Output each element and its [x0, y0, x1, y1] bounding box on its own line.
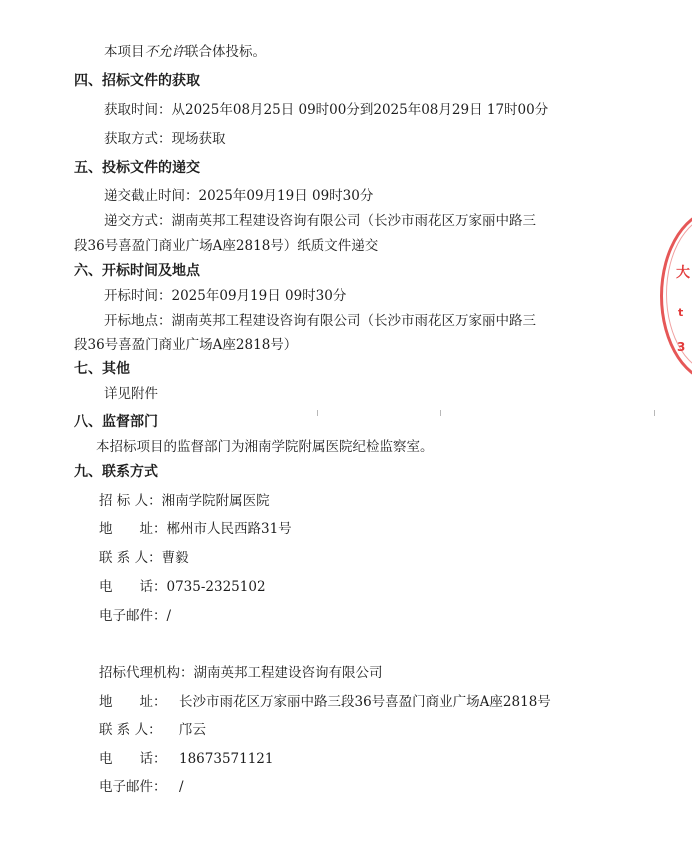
consortium-prefix: 本项目: [104, 44, 145, 60]
contact-label: 联 系 人：: [99, 722, 162, 738]
contact-label: 电 话：: [99, 751, 167, 767]
section-heading-9: 九、联系方式: [74, 464, 158, 480]
seal-character: t: [678, 306, 684, 319]
contact-label: 招标代理机构：: [99, 665, 194, 681]
consortium-emphasis: 不允许: [144, 44, 185, 60]
contact-value: 郴州市人民西路31号: [166, 521, 292, 537]
contact-label: 电子邮件：: [99, 779, 167, 795]
contact-value: 湘南学院附属医院: [161, 493, 270, 509]
consortium-line: [104, 43, 266, 61]
acquire-method: 获取方式：现场获取: [104, 131, 226, 147]
seal-character: 大: [676, 265, 690, 281]
section-heading-4: 四、招标文件的获取: [74, 73, 200, 89]
contact-label: 招 标 人：: [99, 493, 162, 509]
contact-value: 长沙市雨花区万家丽中路三段36号喜盈门商业广场A座2818号: [179, 694, 551, 710]
scan-mark: [654, 410, 655, 416]
opening-place-line1: 开标地点：湖南英邦工程建设咨询有限公司（长沙市雨花区万家丽中路三: [104, 313, 536, 329]
submit-method-line1: 递交方式：湖南英邦工程建设咨询有限公司（长沙市雨花区万家丽中路三: [104, 213, 536, 229]
contact-value: /: [166, 608, 172, 624]
contact-value: 0735-2325102: [166, 579, 266, 595]
consortium-suffix: 联合体投标。: [185, 44, 266, 60]
supervision-text: 本招标项目的监督部门为湘南学院附属医院纪检监察室。: [96, 439, 434, 455]
seal-character: 3: [677, 340, 686, 354]
section-heading-5: 五、投标文件的递交: [74, 160, 200, 176]
agency-email-row: [99, 778, 184, 796]
contact-label: 电 话：: [99, 579, 167, 595]
other-details: 详见附件: [104, 386, 158, 402]
agency-name-row: [99, 664, 383, 682]
tenderer-phone-row: [99, 578, 266, 596]
contact-value: 18673571121: [179, 751, 274, 767]
agency-address-row: [99, 693, 551, 711]
section-heading-8: 八、监督部门: [74, 414, 158, 430]
tenderer-name-row: [99, 492, 270, 510]
scan-mark: [440, 410, 441, 416]
scan-mark: [317, 410, 318, 416]
contact-label: 电子邮件：: [99, 608, 167, 624]
submit-deadline: 递交截止时间：2025年09月19日 09时30分: [104, 188, 374, 204]
contact-value: 曹毅: [161, 550, 189, 566]
tenderer-contact-row: [99, 549, 189, 567]
opening-place-line2: 段36号喜盈门商业广场A座2818号）: [74, 337, 298, 353]
contact-label: 地 址：: [99, 521, 167, 537]
acquire-time: 获取时间：从2025年08月25日 09时00分到2025年08月29日 17时00分: [104, 102, 549, 118]
agency-phone-row: [99, 750, 273, 768]
contact-label: 地 址：: [99, 694, 167, 710]
tenderer-email-row: [99, 607, 171, 625]
section-heading-6: 六、开标时间及地点: [74, 263, 200, 279]
agency-contact-row: [99, 721, 206, 739]
contact-value: 湖南英邦工程建设咨询有限公司: [193, 665, 383, 681]
submit-method-line2: 段36号喜盈门商业广场A座2818号）纸质文件递交: [74, 238, 379, 254]
section-heading-7: 七、其他: [74, 361, 130, 377]
tenderer-address-row: [99, 520, 292, 538]
contact-label: 联 系 人：: [99, 550, 162, 566]
opening-time: 开标时间：2025年09月19日 09时30分: [104, 288, 347, 304]
contact-value: /: [179, 779, 184, 795]
contact-value: 邝云: [179, 722, 206, 738]
